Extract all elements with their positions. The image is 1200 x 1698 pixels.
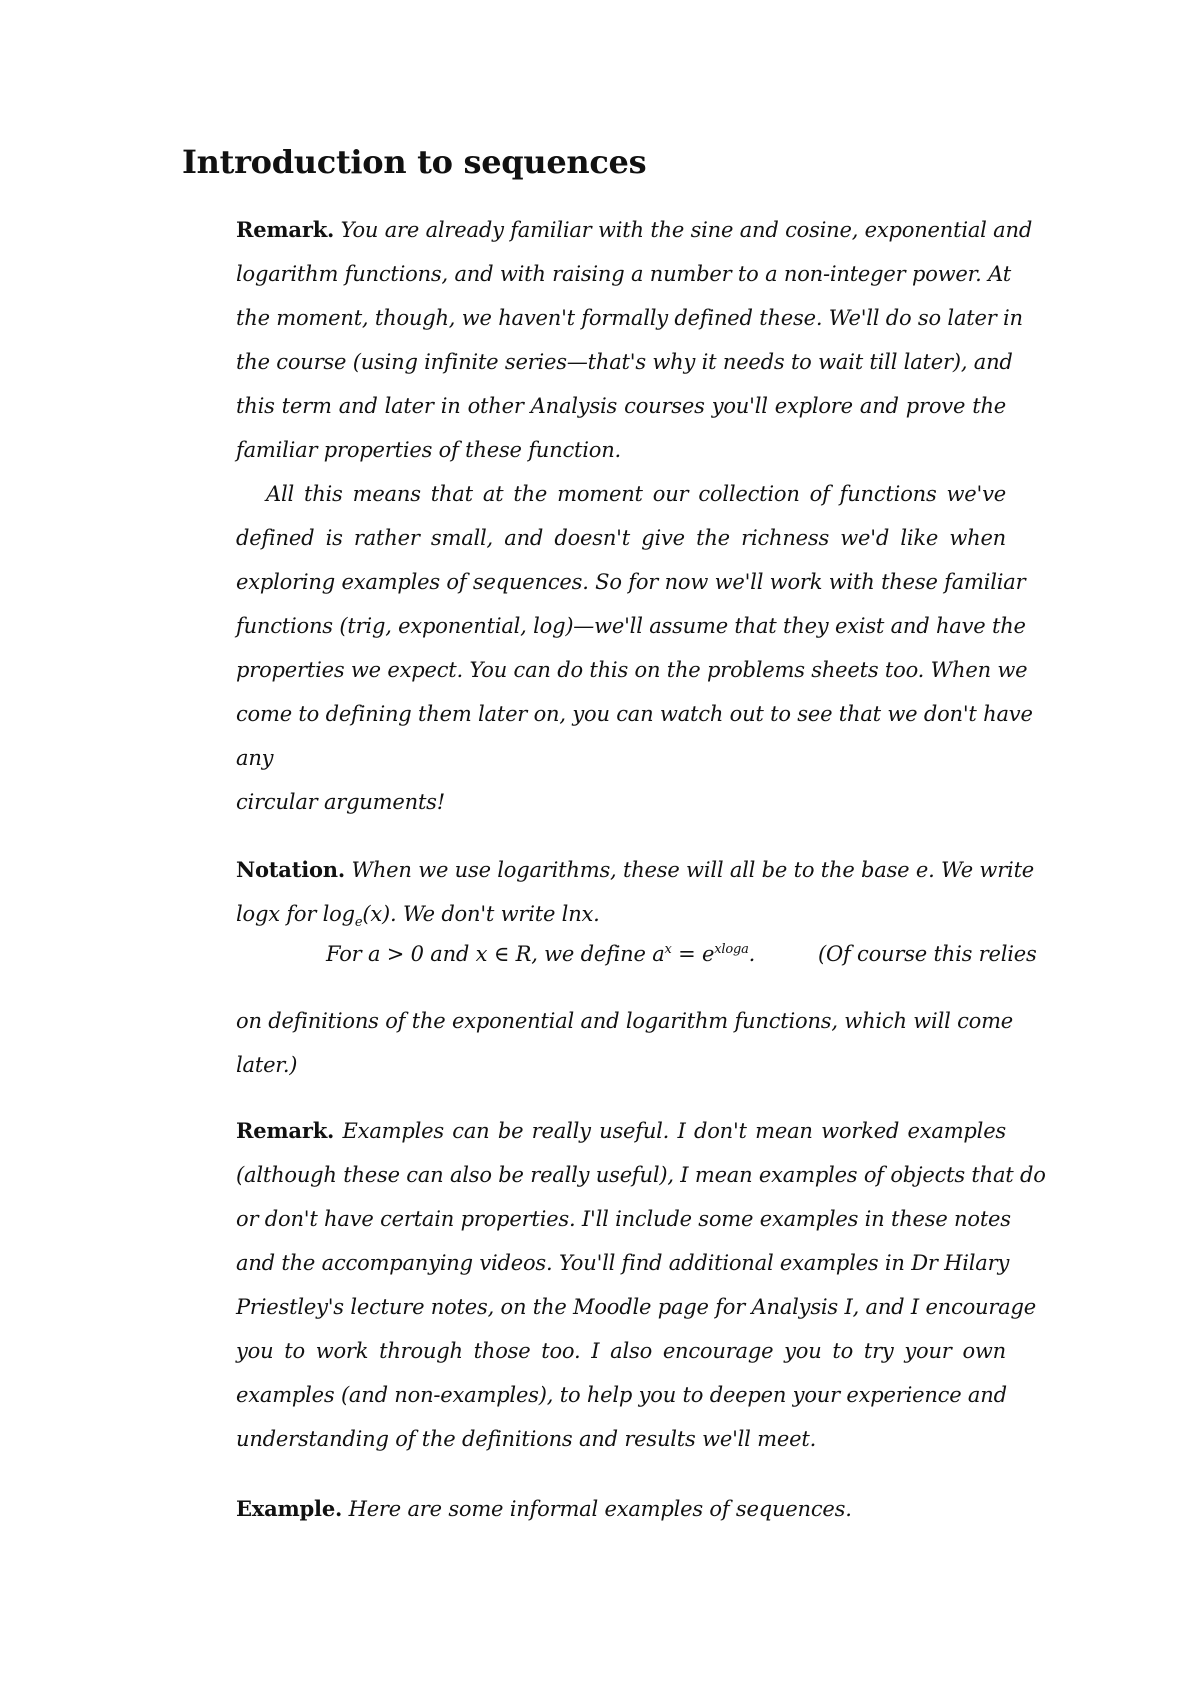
example	[236, 1487, 1006, 1531]
notation-continued	[236, 999, 1014, 1087]
remark-1-para2-line: All this means that at the moment our collection of functions we've	[266, 482, 1006, 506]
notation-line: Notation. When we use logarithms, these will all be to the base e. We write	[236, 857, 1035, 882]
remark-heading: Remark.	[236, 217, 335, 242]
remark-heading: Remark.	[236, 1118, 335, 1143]
remark-2-line: Priestley's lecture notes, on the Moodle page for Analysis I, and I encourage	[236, 1295, 1036, 1319]
example-heading: Example.	[236, 1496, 343, 1521]
power-definition-formula: For a > 0 and x ∈ R, we define $a^x = e^{xloga}$.	[326, 942, 756, 966]
formula-note: (Of course this relies	[818, 942, 1037, 966]
page-title: Introduction to sequences	[182, 143, 647, 181]
remark-1-line: the moment, though, we haven't formally defined these. We'll do so later in	[236, 306, 1023, 330]
remark-2-line: (although these can also be really useful), I mean examples of objects that do	[236, 1163, 1046, 1187]
remark-2-line: or don't have certain properties. I'll include some examples in these notes	[236, 1207, 1011, 1231]
remark-2-line: understanding of the definitions and results we'll meet.	[236, 1427, 817, 1451]
remark-1-line: logarithm functions, and with raising a number to a non-integer power. At	[236, 262, 1011, 286]
remark-1-para2-line: circular arguments!	[236, 790, 445, 814]
remark-1-line: Remark. You are already familiar with the sine and cosine, exponential and	[236, 217, 1033, 242]
remark-1-para2-line: defined is rather small, and doesn't give the richness we'd like when	[236, 526, 1006, 550]
remark-2	[236, 1109, 1046, 1461]
remark-1-line: this term and later in other Analysis courses you'll explore and prove the	[236, 394, 1006, 418]
remark-1-para2-line: exploring examples of sequences. So for now we'll work with these familiar	[236, 570, 1026, 594]
remark-1-line: the course (using infinite series—that's why it needs to wait till later), and	[236, 350, 1013, 374]
remark-2-line: Remark. Examples can be really useful. I don't mean worked examples	[236, 1118, 1006, 1143]
example-line: Example. Here are some informal examples of sequences.	[236, 1496, 852, 1521]
remark-1-line: familiar properties of these function.	[236, 438, 622, 462]
remark-1-para2-line: come to defining them later on, you can watch out to see that we don't have	[236, 702, 1033, 726]
remark-1-para2-line: properties we expect. You can do this on the problems sheets too. When we	[236, 658, 1028, 682]
remark-2-line: and the accompanying videos. You'll find additional examples in Dr Hilary	[236, 1251, 1010, 1275]
remark-2-line: you to work through those too. I also encourage you to try your own	[236, 1339, 1006, 1363]
remark-2-line: examples (and non-examples), to help you to deepen your experience and	[236, 1383, 1007, 1407]
notation-line: on definitions of the exponential and logarithm functions, which will come	[236, 1009, 1014, 1033]
notation	[236, 848, 1035, 936]
notation-heading: Notation.	[236, 857, 345, 882]
remark-1-para2-line: functions (trig, exponential, log)—we'll assume that they exist and have the	[236, 614, 1026, 638]
notation-line: later.)	[236, 1053, 298, 1077]
remark-1-para2-line: any	[236, 746, 274, 770]
remark-1	[236, 208, 1033, 824]
notation-line: logx for $\log_e(x)$. We don't write lnx.	[236, 902, 600, 931]
